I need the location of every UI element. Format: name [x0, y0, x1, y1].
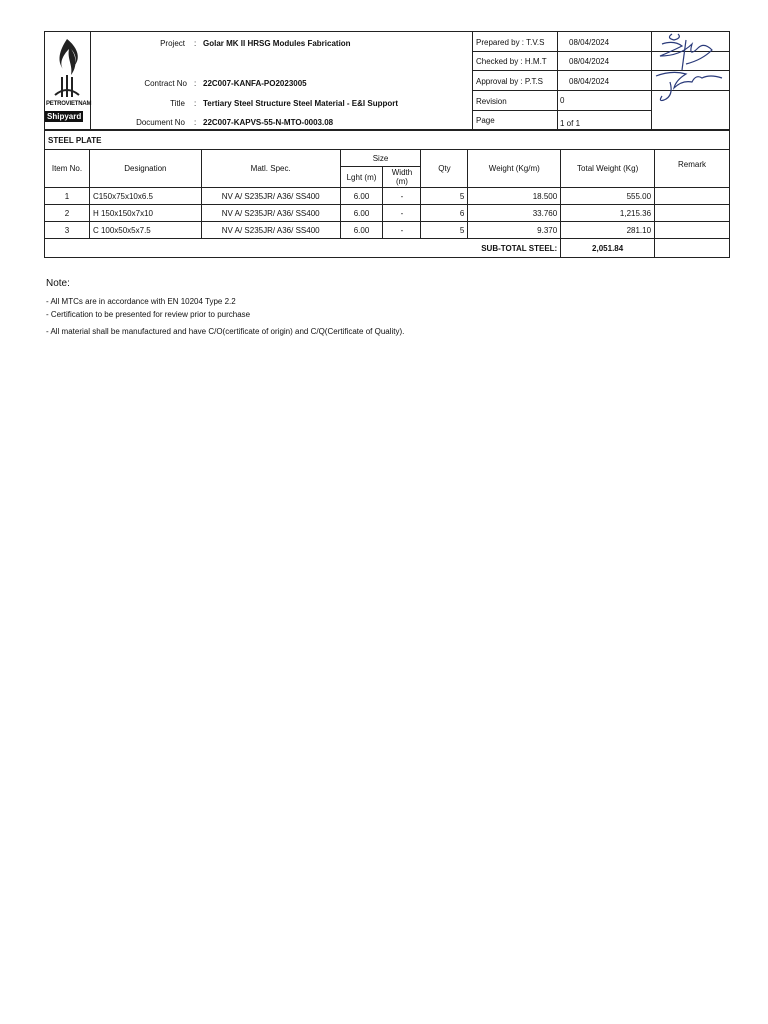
- row-width: -: [383, 205, 421, 222]
- notes-section: [46, 278, 404, 340]
- row-designation: C150x75x10x6.5: [89, 188, 201, 205]
- header-item: Item No.: [45, 150, 90, 188]
- steel-material-table: [44, 130, 730, 258]
- row-total: 1,215.36: [561, 205, 655, 222]
- row-width: -: [383, 222, 421, 239]
- row-item: 3: [45, 222, 90, 239]
- row-qty: 6: [421, 205, 468, 222]
- grid-divider: [472, 32, 473, 129]
- notes-title: Note:: [46, 278, 70, 289]
- checked-by: Checked by : H.M.T: [476, 57, 547, 66]
- row-spec: NV A/ S235JR/ A36/ SS400: [201, 188, 340, 205]
- approval-date: 08/04/2024: [569, 77, 610, 86]
- grid-divider: [557, 32, 558, 129]
- approval-by: Approval by : P.T.S: [476, 77, 543, 86]
- header-designation: Designation: [89, 150, 201, 188]
- section-title: STEEL PLATE: [45, 131, 730, 150]
- flame-logo-icon: [47, 35, 87, 99]
- row-qty: 5: [421, 188, 468, 205]
- note-line: - Certification to be presented for review prior to purchase: [46, 310, 251, 319]
- logo-line1: PETROVIETNAM: [46, 101, 92, 107]
- row-length: 6.00: [340, 205, 383, 222]
- row-designation: C 100x50x5x7.5: [89, 222, 201, 239]
- project-label: Project: [160, 39, 185, 48]
- row-designation: H 150x150x7x10: [89, 205, 201, 222]
- table-row: [45, 222, 730, 239]
- table-row: [45, 205, 730, 222]
- note-line: - All material shall be manufactured and have C/O(certificate of origin) and C/Q(Certificate of Quality).: [46, 327, 405, 336]
- page-value: 1 of 1: [560, 119, 581, 128]
- prepared-date: 08/04/2024: [569, 38, 610, 47]
- header-spec: Matl. Spec.: [201, 150, 340, 188]
- header-remark: Remark: [655, 150, 730, 188]
- header-qty: Qty: [421, 150, 468, 188]
- page-label: Page: [476, 116, 495, 125]
- title-colon: :: [194, 99, 197, 108]
- row-item: 1: [45, 188, 90, 205]
- checked-date: 08/04/2024: [569, 57, 610, 66]
- subtotal-row: [45, 239, 730, 258]
- header-size: Size: [340, 150, 421, 167]
- row-spec: NV A/ S235JR/ A36/ SS400: [201, 222, 340, 239]
- row-length: 6.00: [340, 188, 383, 205]
- logo-line2: Shipyard: [47, 112, 82, 121]
- row-qty: 5: [421, 222, 468, 239]
- title-value: Tertiary Steel Structure Steel Material - E&I Support: [203, 99, 399, 108]
- subtotal-remark: [655, 239, 730, 258]
- revision-label: Revision: [476, 97, 507, 106]
- project-value: Golar MK II HRSG Modules Fabrication: [203, 39, 351, 48]
- row-spec: NV A/ S235JR/ A36/ SS400: [201, 205, 340, 222]
- header-weight: Weight (Kg/m): [468, 150, 561, 188]
- row-weight: 9.370: [468, 222, 561, 239]
- row-remark: [655, 222, 730, 239]
- row-remark: [655, 205, 730, 222]
- document-value: 22C007-KAPVS-55-N-MTO-0003.08: [203, 118, 334, 127]
- document-label: Document No: [136, 118, 185, 127]
- table-row: [45, 188, 730, 205]
- handwritten-signature: [652, 30, 726, 108]
- project-colon: :: [194, 39, 197, 48]
- contract-colon: :: [194, 79, 197, 88]
- row-weight: 18.500: [468, 188, 561, 205]
- row-total: 555.00: [561, 188, 655, 205]
- row-total: 281.10: [561, 222, 655, 239]
- row-weight: 33.760: [468, 205, 561, 222]
- note-line: - All MTCs are in accordance with EN 10204 Type 2.2: [46, 297, 236, 306]
- subtotal-label: SUB-TOTAL STEEL:: [45, 239, 561, 258]
- document-header: [44, 31, 730, 130]
- row-remark: [655, 188, 730, 205]
- contract-value: 22C007-KANFA-PO2023005: [203, 79, 307, 88]
- header-total-weight: Total Weight (Kg): [561, 150, 655, 188]
- revision-value: 0: [560, 96, 565, 105]
- row-item: 2: [45, 205, 90, 222]
- row-length: 6.00: [340, 222, 383, 239]
- company-logo: [45, 32, 91, 129]
- header-length: Lght (m): [340, 167, 383, 188]
- document-colon: :: [194, 118, 197, 127]
- prepared-by: Prepared by : T.V.S: [476, 38, 545, 47]
- grid-divider: [472, 110, 652, 111]
- title-label: Title: [170, 99, 185, 108]
- contract-label: Contract No: [144, 79, 187, 88]
- header-width: Width (m): [383, 167, 421, 188]
- subtotal-value: 2,051.84: [561, 239, 655, 258]
- row-width: -: [383, 188, 421, 205]
